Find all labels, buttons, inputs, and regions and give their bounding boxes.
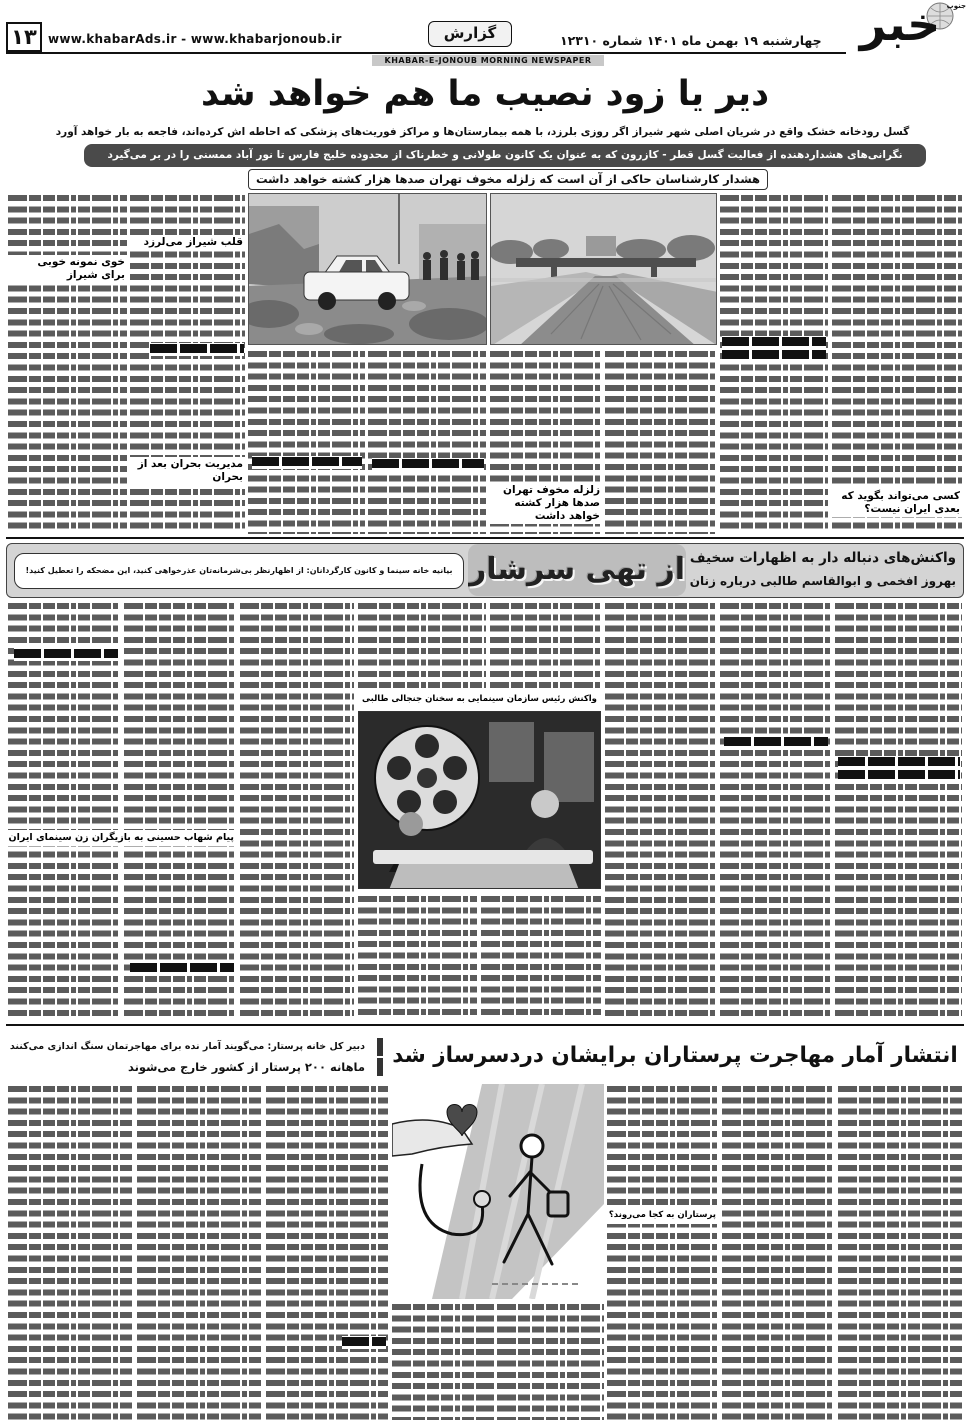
bridge <box>516 258 696 267</box>
subhead-illegible <box>838 756 960 782</box>
photo-tv-studio-interview <box>358 711 601 889</box>
body-text-column <box>490 601 601 689</box>
page-number: ۱۳ <box>11 25 37 49</box>
subhead: واکنش رئیس سازمان سینمایی به سخنان جنجالی طالبی <box>358 692 601 709</box>
cinema-kicker-line-1: واکنش‌های دنباله دار به اظهارات سخیف <box>689 550 956 566</box>
english-paper-name: KHABAR-E-JONOUB MORNING NEWSPAPER <box>372 55 604 66</box>
body-text-column <box>8 1084 133 1420</box>
newspaper-logo <box>848 0 966 54</box>
body-text-column <box>248 349 365 534</box>
cinema-statement-label: بیانیه خانه سینما و کانون کارگردانان: <box>306 566 453 575</box>
body-text-column <box>266 1084 388 1420</box>
distant-building <box>586 236 616 256</box>
headline-nurses: انتشار آمار مهاجرت پرستاران برایشان دردسرساز شد <box>392 1043 958 1068</box>
body-text-column <box>607 1084 718 1420</box>
logo-wordmark: خبر <box>859 0 941 51</box>
subhead: مدیریت بحران بعد از بحران <box>130 457 245 485</box>
subhead: قلب شیراز می‌لرزد <box>130 235 245 250</box>
cinema-title: از تهی سرشار <box>468 544 686 596</box>
masthead-rule <box>6 52 846 54</box>
subhead: خوی نمونه خوبی برای شیراز <box>8 255 127 283</box>
body-text-column <box>497 1302 604 1420</box>
logo-subtitle: جنوب <box>946 2 966 10</box>
highlight-bar-quake: نگرانی‌های هشداردهنده از فعالیت گسل قطر - کازرون که به عنوان یک کانون طولانی و خطرناک از محدوده خلیج فارس تا نور آباد ممسنی را در بر می‌گیرد <box>84 144 926 167</box>
photo-dry-river-channel <box>490 193 717 345</box>
body-text-column <box>835 601 962 1020</box>
cinema-kicker-line-2: بهروز افخمی و ابوالقاسم طالبی درباره زنان <box>689 574 956 588</box>
body-text-column <box>392 1302 494 1420</box>
body-text-column <box>358 894 477 1020</box>
headline-quake: دیر یا زود نصیب ما هم خواهد شد <box>200 74 770 114</box>
body-text-column <box>368 349 486 534</box>
subhead: پیام شهاب حسینی به بازیگران زن سینمای ایران <box>8 830 236 846</box>
body-text-column <box>605 601 716 1020</box>
nurses-side-line-1: دبیر کل خانه پرستار: می‌گویند آمار نده برای مهاجرتمان سنگ اندازی می‌کنند <box>8 1038 383 1056</box>
subhead-illegible <box>372 458 484 471</box>
photo-earthquake-rubble-car <box>248 193 487 345</box>
body-text-column <box>137 1084 262 1420</box>
boxed-quote-quake: هشدار کارشناسان حاکی از آن است که زلزله مخوف تهران صدها هزار کشته خواهد داشت <box>248 169 768 190</box>
body-text-column <box>481 894 601 1020</box>
film-reel <box>375 726 479 830</box>
body-text-column <box>720 193 828 534</box>
body-text-column <box>8 601 120 1020</box>
subhead: زلزله مخوف تهران صدها هزار کشته خواهد داشت <box>490 483 602 524</box>
body-text-column <box>605 349 717 534</box>
illustration-nurse-migration <box>392 1084 604 1299</box>
section-label-box <box>428 21 512 47</box>
subhead-illegible <box>150 343 244 356</box>
body-text-column <box>722 1084 834 1420</box>
website-links: www.khabarAds.ir - www.khabarjonoub.ir <box>48 32 342 46</box>
subhead-illegible <box>342 1336 386 1349</box>
body-text-column <box>358 601 486 689</box>
date-line: چهارشنبه ۱۹ بهمن ماه ۱۴۰۱ شماره ۱۲۳۱۰ <box>560 33 822 48</box>
subhead-illegible <box>14 648 118 661</box>
section-divider <box>6 537 964 539</box>
page-number-box <box>6 22 42 52</box>
section-label: گزارش <box>443 24 497 42</box>
body-text-column <box>8 193 127 534</box>
subhead-illegible <box>724 736 828 749</box>
body-text-column <box>720 601 831 1020</box>
nurses-side-line-2: ماهانه ۲۰۰ پرستار از کشور خارج می‌شوند <box>8 1058 383 1076</box>
subhead-illegible <box>722 336 826 362</box>
body-text-column <box>124 601 236 1020</box>
body-text-column <box>838 1084 962 1420</box>
subhead: پرستاران به کجا می‌روند؟ <box>607 1208 718 1224</box>
subhead: کسی می‌تواند بگوید که بعدی ایران نیست؟ <box>832 489 962 517</box>
body-text-column <box>832 193 962 534</box>
subhead-illegible <box>130 962 234 975</box>
cinema-statement-box <box>14 553 464 589</box>
cinema-statement-text: از اظهارنظر بی‌شرمانه‌تان عذرخواهی کنید، این مضحکه را تعطیل کنید! <box>25 566 304 575</box>
body-text-column <box>240 601 354 1020</box>
studio-desk <box>373 850 593 864</box>
section-divider <box>6 1024 964 1026</box>
subhead-illegible <box>252 456 362 469</box>
lead-quake: گسل رودخانه خشک واقع در شریان اصلی شهر شیراز اگر روزی بلرزد، با همه بیمارستان‌ها و مراکز فوریت‌های پزشکی که احاطه اش کرده‌اند، فاجعه به بار خواهد آورد <box>55 126 910 138</box>
